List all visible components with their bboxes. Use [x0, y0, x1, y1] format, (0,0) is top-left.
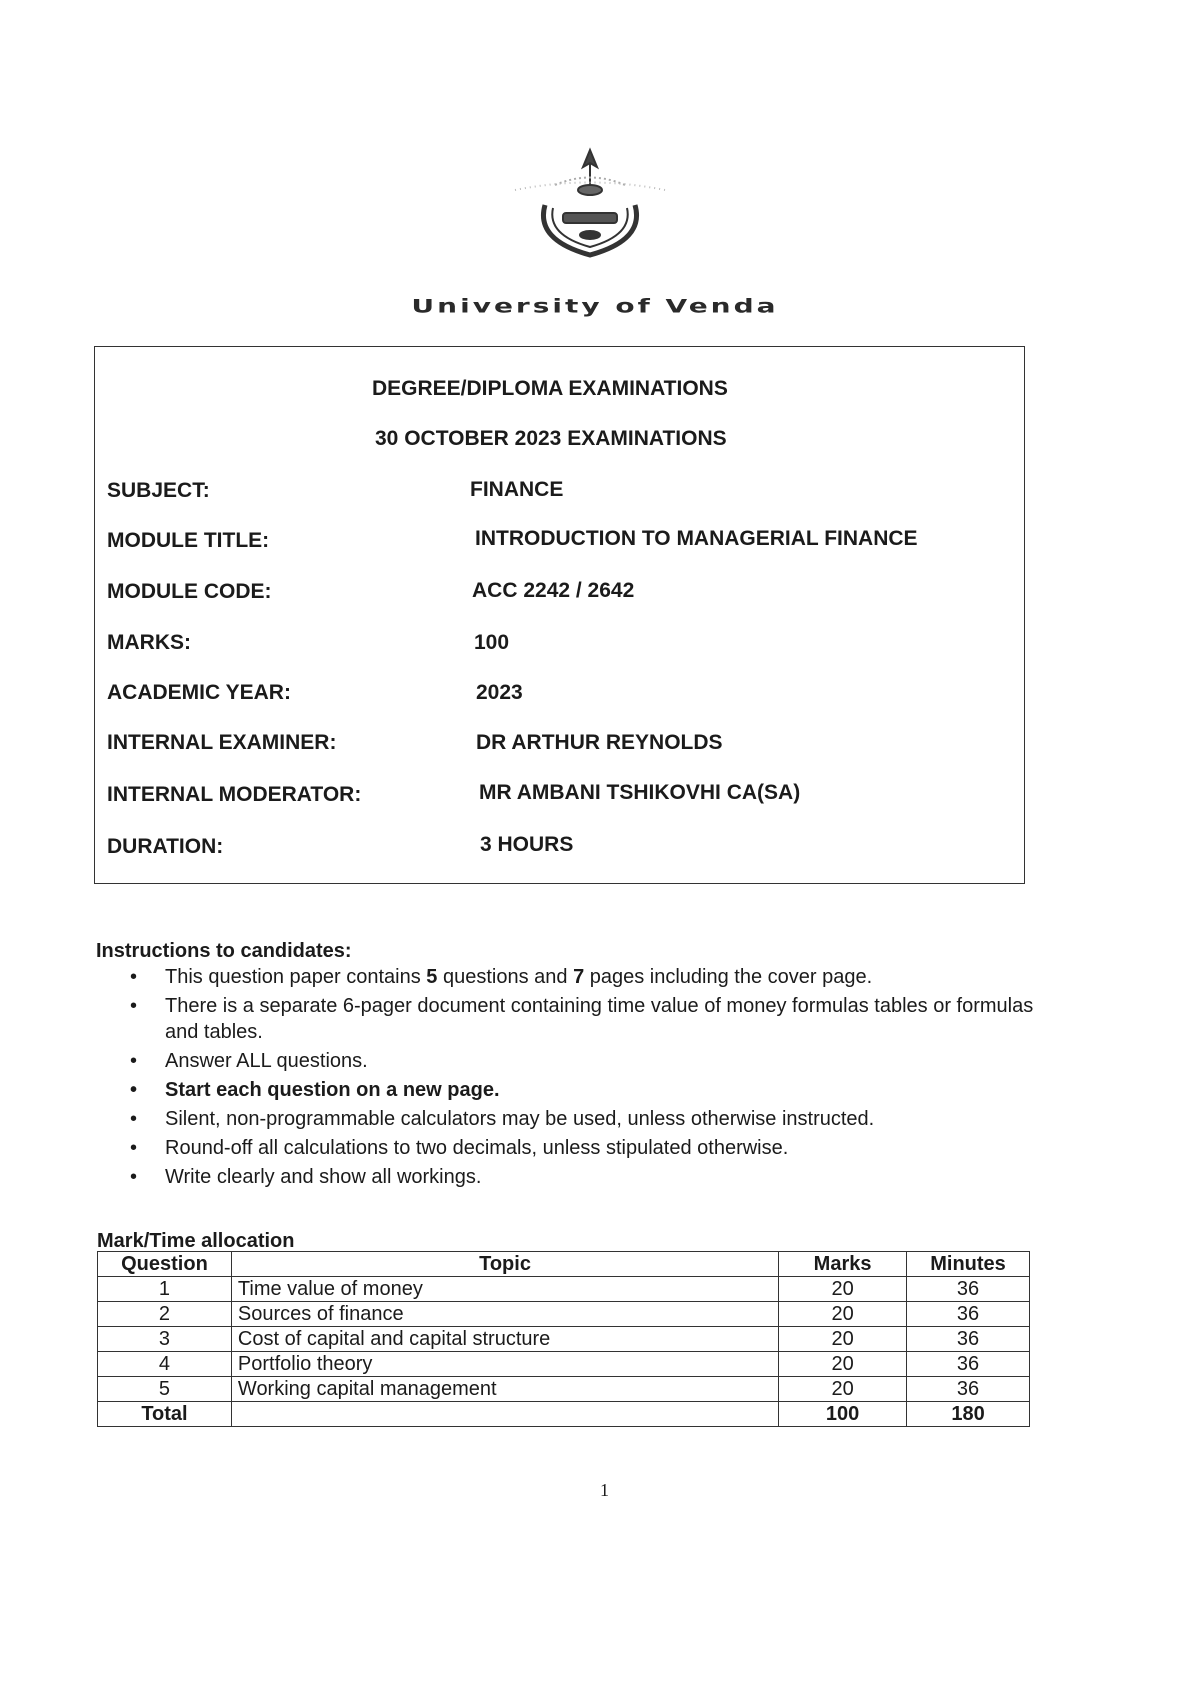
- minutes-cell: 36: [907, 1277, 1030, 1302]
- marks-label: MARKS:: [107, 631, 191, 654]
- module-title-label: MODULE TITLE:: [107, 529, 270, 552]
- marks-cell: 20: [779, 1277, 907, 1302]
- minutes-cell: 36: [907, 1377, 1030, 1402]
- bullet-icon: •: [130, 1166, 138, 1188]
- table-row: [98, 1302, 1030, 1327]
- marks-value: 100: [474, 631, 510, 654]
- question-header: Question: [98, 1252, 232, 1277]
- topic-cell: Working capital management: [231, 1377, 778, 1402]
- university-crest-icon: [495, 145, 685, 290]
- table-header-row: [98, 1252, 1030, 1277]
- minutes-cell: 36: [907, 1302, 1030, 1327]
- total-label-cell: Total: [98, 1402, 232, 1427]
- instructions-list: [130, 964, 1050, 1193]
- total-marks-cell: 100: [779, 1402, 907, 1427]
- module-code-value: ACC 2242 / 2642: [472, 579, 635, 602]
- minutes-cell: 36: [907, 1352, 1030, 1377]
- table-row: [98, 1352, 1030, 1377]
- topic-cell: Portfolio theory: [231, 1352, 778, 1377]
- table-row: [98, 1277, 1030, 1302]
- subject-label: SUBJECT:: [107, 479, 210, 502]
- instruction-item: • Write clearly and show all workings.: [130, 1166, 482, 1188]
- duration-value: 3 HOURS: [480, 833, 574, 856]
- module-code-label: MODULE CODE:: [107, 580, 272, 603]
- instruction-item: • Answer ALL questions.: [130, 1050, 368, 1072]
- marks-cell: 20: [779, 1327, 907, 1352]
- university-name: University of Venda: [411, 295, 779, 318]
- allocation-table: [97, 1251, 1030, 1427]
- total-minutes-cell: 180: [907, 1402, 1030, 1427]
- bullet-icon: •: [130, 966, 138, 988]
- question-cell: 5: [98, 1377, 232, 1402]
- page-number: 1: [600, 1480, 609, 1500]
- module-title-value: INTRODUCTION TO MANAGERIAL FINANCE: [475, 527, 918, 550]
- academic-year-label: ACADEMIC YEAR:: [107, 681, 291, 704]
- instruction-item: • Silent, non-programmable calculators may be used, unless otherwise instructed.: [130, 1108, 875, 1130]
- marks-cell: 20: [779, 1302, 907, 1327]
- bullet-icon: •: [130, 1079, 138, 1101]
- subject-value: FINANCE: [470, 478, 564, 501]
- total-row: [98, 1402, 1030, 1427]
- bullet-icon: •: [130, 995, 138, 1017]
- topic-header: Topic: [231, 1252, 778, 1277]
- topic-cell: Cost of capital and capital structure: [231, 1327, 778, 1352]
- minutes-cell: 36: [907, 1327, 1030, 1352]
- bullet-icon: •: [130, 1108, 138, 1130]
- total-topic-cell: [231, 1402, 778, 1427]
- exam-details-box: [94, 346, 1025, 884]
- bullet-icon: •: [130, 1137, 138, 1159]
- marks-cell: 20: [779, 1377, 907, 1402]
- academic-year-value: 2023: [476, 681, 523, 704]
- question-cell: 1: [98, 1277, 232, 1302]
- allocation-title: Mark/Time allocation: [97, 1230, 295, 1252]
- internal-moderator-label: INTERNAL MODERATOR:: [107, 783, 362, 806]
- internal-examiner-label: INTERNAL EXAMINER:: [107, 731, 337, 754]
- instruction-item: • This question paper contains 5 questions and 7 pages including the cover page.: [130, 966, 873, 988]
- table-row: [98, 1377, 1030, 1402]
- internal-moderator-value: MR AMBANI TSHIKOVHI CA(SA): [479, 781, 801, 804]
- topic-cell: Time value of money: [231, 1277, 778, 1302]
- exam-type-heading: DEGREE/DIPLOMA EXAMINATIONS: [372, 377, 728, 400]
- instruction-item: • There is a separate 6-pager document containing time value of money formulas tables or formulas and tables.: [130, 995, 1034, 1043]
- question-cell: 2: [98, 1302, 232, 1327]
- topic-cell: Sources of finance: [231, 1302, 778, 1327]
- instruction-item: • Start each question on a new page.: [130, 1079, 500, 1101]
- question-cell: 4: [98, 1352, 232, 1377]
- internal-examiner-value: DR ARTHUR REYNOLDS: [476, 731, 723, 754]
- bullet-icon: •: [130, 1050, 138, 1072]
- instructions-title: Instructions to candidates:: [96, 940, 352, 962]
- marks-header: Marks: [779, 1252, 907, 1277]
- duration-label: DURATION:: [107, 835, 224, 858]
- minutes-header: Minutes: [907, 1252, 1030, 1277]
- marks-cell: 20: [779, 1352, 907, 1377]
- instruction-item: • Round-off all calculations to two decimals, unless stipulated otherwise.: [130, 1137, 789, 1159]
- table-row: [98, 1327, 1030, 1352]
- question-cell: 3: [98, 1327, 232, 1352]
- exam-date-heading: 30 OCTOBER 2023 EXAMINATIONS: [375, 427, 727, 450]
